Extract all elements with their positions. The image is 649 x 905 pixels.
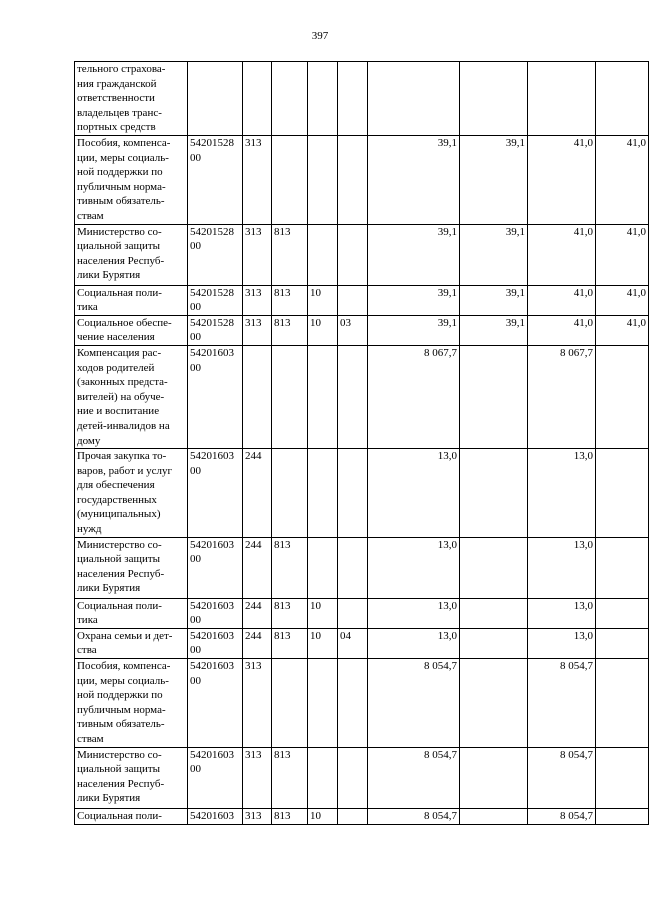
v1-cell: 8 054,7 — [368, 808, 460, 824]
name-cell-line: ния гражданской — [77, 77, 157, 90]
name-cell-line: тика — [77, 614, 98, 627]
grbs-cell: 813 — [272, 537, 308, 598]
vr-cell: 244 — [243, 537, 272, 598]
name-cell — [75, 628, 188, 658]
kbk-cell-line: 00 — [190, 331, 201, 344]
table-row — [75, 808, 649, 824]
v2-cell — [460, 808, 528, 824]
kbk-cell-line: 00 — [190, 301, 201, 314]
kbk-cell-line: 00 — [190, 763, 201, 776]
kbk-cell — [188, 136, 243, 225]
name-cell-line: населения Респуб- — [77, 777, 165, 790]
name-cell-line: Министерство со- — [77, 748, 162, 761]
name-cell-line: Министерство со- — [77, 225, 162, 238]
v4-cell — [596, 449, 649, 538]
v1-cell: 8 054,7 — [368, 659, 460, 748]
name-cell — [75, 537, 188, 598]
name-cell — [75, 659, 188, 748]
table-row — [75, 224, 649, 285]
vr-cell: 244 — [243, 449, 272, 538]
v1-cell — [368, 62, 460, 136]
v2-cell — [460, 62, 528, 136]
v4-cell — [596, 747, 649, 808]
v2-cell — [460, 659, 528, 748]
name-cell-line: публичным норма- — [77, 703, 166, 716]
v2-cell: 39,1 — [460, 285, 528, 315]
name-cell-line: (муниципальных) — [77, 508, 161, 521]
grbs-cell — [272, 449, 308, 538]
name-cell-line: чение населения — [77, 331, 155, 344]
name-cell-line: портных средств — [77, 121, 156, 134]
name-cell-line: публичным норма- — [77, 180, 166, 193]
table-row — [75, 659, 649, 748]
name-cell-line: Пособия, компенса- — [77, 660, 171, 673]
pr-cell — [338, 136, 368, 225]
name-cell-line: Социальная поли- — [77, 809, 162, 822]
name-cell-line: ной поддержки по — [77, 166, 163, 179]
vr-cell: 313 — [243, 659, 272, 748]
kbk-cell-line: 00 — [190, 240, 201, 253]
v3-cell: 13,0 — [528, 449, 596, 538]
name-cell-line: циальной защиты — [77, 240, 161, 253]
name-cell-line: Пособия, компенса- — [77, 137, 171, 149]
rz-cell — [308, 449, 338, 538]
v4-cell — [596, 62, 649, 136]
grbs-cell: 813 — [272, 808, 308, 824]
name-cell-line: населения Респуб- — [77, 567, 165, 580]
v1-cell: 39,1 — [368, 315, 460, 345]
grbs-cell — [272, 659, 308, 748]
kbk-cell-line: 00 — [190, 614, 201, 627]
v3-cell: 13,0 — [528, 537, 596, 598]
rz-cell — [308, 659, 338, 748]
name-cell — [75, 747, 188, 808]
table-row — [75, 136, 649, 225]
kbk-cell-line: 54201528 — [190, 137, 234, 149]
pr-cell: 04 — [338, 628, 368, 658]
kbk-cell — [188, 285, 243, 315]
rz-cell — [308, 345, 338, 448]
vr-cell — [243, 345, 272, 448]
grbs-cell: 813 — [272, 598, 308, 628]
name-cell-line: ствам — [77, 733, 104, 745]
v1-cell: 39,1 — [368, 136, 460, 225]
rz-cell: 10 — [308, 628, 338, 658]
v1-cell: 8 054,7 — [368, 747, 460, 808]
kbk-cell-line: 00 — [190, 674, 201, 687]
name-cell-line: Прочая закупка то- — [77, 450, 167, 463]
kbk-cell-line: 54201603 — [190, 748, 234, 761]
v4-cell — [596, 537, 649, 598]
vr-cell: 313 — [243, 315, 272, 345]
name-cell-line: Компенсация рас- — [77, 346, 162, 359]
vr-cell: 313 — [243, 808, 272, 824]
name-cell-line: лики Бурятия — [77, 582, 141, 595]
vr-cell — [243, 62, 272, 136]
grbs-cell: 813 — [272, 628, 308, 658]
vr-cell: 244 — [243, 598, 272, 628]
kbk-cell — [188, 62, 243, 136]
name-cell-line: нужд — [77, 523, 102, 536]
kbk-cell-line: 54201603 — [190, 660, 234, 673]
rz-cell — [308, 224, 338, 285]
pr-cell — [338, 224, 368, 285]
pr-cell — [338, 659, 368, 748]
grbs-cell — [272, 136, 308, 225]
v3-cell: 8 054,7 — [528, 659, 596, 748]
name-cell-line: ной поддержки по — [77, 689, 163, 702]
name-cell — [75, 598, 188, 628]
table-row — [75, 285, 649, 315]
name-cell — [75, 449, 188, 538]
v4-cell: 41,0 — [596, 136, 649, 225]
kbk-cell — [188, 808, 243, 824]
table-row — [75, 537, 649, 598]
name-cell — [75, 808, 188, 824]
name-cell-line: дому — [77, 434, 101, 447]
v1-cell: 8 067,7 — [368, 345, 460, 448]
v1-cell: 13,0 — [368, 449, 460, 538]
grbs-cell — [272, 345, 308, 448]
v4-cell: 41,0 — [596, 285, 649, 315]
name-cell-line: лики Бурятия — [77, 792, 141, 805]
v4-cell — [596, 628, 649, 658]
kbk-cell — [188, 659, 243, 748]
name-cell — [75, 62, 188, 136]
name-cell-line: Министерство со- — [77, 538, 162, 551]
v3-cell: 8 067,7 — [528, 345, 596, 448]
name-cell — [75, 224, 188, 285]
v2-cell: 39,1 — [460, 136, 528, 225]
pr-cell — [338, 345, 368, 448]
vr-cell: 313 — [243, 224, 272, 285]
kbk-cell-line: 54201528 — [190, 286, 234, 299]
v3-cell: 8 054,7 — [528, 808, 596, 824]
grbs-cell: 813 — [272, 285, 308, 315]
page-number: 397 — [311, 30, 329, 42]
v2-cell — [460, 449, 528, 538]
budget-table — [74, 61, 649, 825]
name-cell-line: ходов родителей — [77, 361, 155, 374]
kbk-cell-line: 54201603 — [190, 346, 234, 359]
kbk-cell-line: 54201528 — [190, 225, 234, 238]
kbk-cell-line: 00 — [190, 361, 201, 374]
kbk-cell — [188, 598, 243, 628]
name-cell-line: тельного страхова- — [77, 63, 166, 75]
name-cell-line: ствам — [77, 209, 104, 222]
name-cell-line: государственных — [77, 493, 157, 506]
kbk-cell-line: 54201528 — [190, 316, 234, 329]
name-cell-line: ответственности — [77, 92, 155, 105]
kbk-cell-line: 54201603 — [190, 629, 234, 642]
table-row — [75, 62, 649, 136]
name-cell-line: Социальная поли- — [77, 286, 162, 299]
v3-cell: 41,0 — [528, 315, 596, 345]
v4-cell — [596, 659, 649, 748]
name-cell-line: тивным обязатель- — [77, 718, 165, 731]
name-cell — [75, 315, 188, 345]
v1-cell: 39,1 — [368, 224, 460, 285]
pr-cell — [338, 537, 368, 598]
kbk-cell — [188, 345, 243, 448]
name-cell-line: владельцев транс- — [77, 106, 162, 119]
rz-cell: 10 — [308, 285, 338, 315]
kbk-cell-line: 54201603 — [190, 599, 234, 612]
v2-cell: 39,1 — [460, 315, 528, 345]
rz-cell — [308, 136, 338, 225]
v3-cell: 41,0 — [528, 136, 596, 225]
rz-cell — [308, 747, 338, 808]
v2-cell — [460, 747, 528, 808]
pr-cell — [338, 285, 368, 315]
v1-cell: 39,1 — [368, 285, 460, 315]
v3-cell: 8 054,7 — [528, 747, 596, 808]
grbs-cell: 813 — [272, 315, 308, 345]
rz-cell — [308, 62, 338, 136]
rz-cell: 10 — [308, 808, 338, 824]
kbk-cell-line: 00 — [190, 644, 201, 657]
kbk-cell-line: 54201603 — [190, 538, 234, 551]
name-cell-line: тика — [77, 301, 98, 314]
name-cell-line: Охрана семьи и дет- — [77, 629, 173, 642]
table-row — [75, 628, 649, 658]
v4-cell: 41,0 — [596, 315, 649, 345]
v4-cell — [596, 808, 649, 824]
v2-cell — [460, 628, 528, 658]
rz-cell: 10 — [308, 598, 338, 628]
v4-cell: 41,0 — [596, 224, 649, 285]
name-cell-line: циальной защиты — [77, 553, 161, 566]
v3-cell — [528, 62, 596, 136]
table-body — [75, 62, 649, 825]
name-cell-line: циальной защиты — [77, 763, 161, 776]
v3-cell: 13,0 — [528, 628, 596, 658]
name-cell-line: ства — [77, 644, 97, 657]
name-cell-line: ции, меры социаль- — [77, 674, 169, 687]
v2-cell — [460, 598, 528, 628]
v2-cell: 39,1 — [460, 224, 528, 285]
v1-cell: 13,0 — [368, 598, 460, 628]
pr-cell — [338, 62, 368, 136]
name-cell-line: Социальное обеспе- — [77, 316, 172, 329]
vr-cell: 313 — [243, 285, 272, 315]
rz-cell — [308, 537, 338, 598]
kbk-cell-line: 00 — [190, 464, 201, 477]
kbk-cell-line: 00 — [190, 553, 201, 566]
kbk-cell — [188, 449, 243, 538]
kbk-cell-line: 54201603 — [190, 450, 234, 463]
v2-cell — [460, 537, 528, 598]
vr-cell: 244 — [243, 628, 272, 658]
v4-cell — [596, 345, 649, 448]
v1-cell: 13,0 — [368, 628, 460, 658]
name-cell-line: ции, меры социаль- — [77, 151, 169, 164]
name-cell-line: варов, работ и услуг — [77, 464, 173, 477]
grbs-cell: 813 — [272, 747, 308, 808]
kbk-cell — [188, 537, 243, 598]
name-cell-line: населения Респуб- — [77, 254, 165, 267]
name-cell-line: детей-инвалидов на — [77, 419, 170, 432]
kbk-cell-line: 54201603 — [190, 809, 234, 822]
name-cell — [75, 136, 188, 225]
kbk-cell-line: 00 — [190, 151, 201, 164]
kbk-cell — [188, 315, 243, 345]
name-cell-line: Социальная поли- — [77, 599, 162, 612]
table-row — [75, 315, 649, 345]
kbk-cell — [188, 628, 243, 658]
vr-cell: 313 — [243, 136, 272, 225]
table-row — [75, 598, 649, 628]
name-cell-line: лики Бурятия — [77, 269, 141, 282]
name-cell-line: тивным обязатель- — [77, 195, 165, 208]
pr-cell — [338, 449, 368, 538]
name-cell-line: для обеспечения — [77, 479, 155, 492]
pr-cell: 03 — [338, 315, 368, 345]
name-cell-line: ние и воспитание — [77, 405, 160, 418]
v3-cell: 13,0 — [528, 598, 596, 628]
name-cell-line: вителей) на обуче- — [77, 390, 165, 403]
v4-cell — [596, 598, 649, 628]
v1-cell: 13,0 — [368, 537, 460, 598]
kbk-cell — [188, 747, 243, 808]
kbk-cell — [188, 224, 243, 285]
pr-cell — [338, 747, 368, 808]
pr-cell — [338, 598, 368, 628]
v2-cell — [460, 345, 528, 448]
name-cell — [75, 345, 188, 448]
v3-cell: 41,0 — [528, 224, 596, 285]
grbs-cell: 813 — [272, 224, 308, 285]
table-row — [75, 449, 649, 538]
name-cell — [75, 285, 188, 315]
v3-cell: 41,0 — [528, 285, 596, 315]
table-row — [75, 345, 649, 448]
grbs-cell — [272, 62, 308, 136]
table-row — [75, 747, 649, 808]
rz-cell: 10 — [308, 315, 338, 345]
vr-cell: 313 — [243, 747, 272, 808]
name-cell-line: (законных предста- — [77, 376, 168, 389]
pr-cell — [338, 808, 368, 824]
